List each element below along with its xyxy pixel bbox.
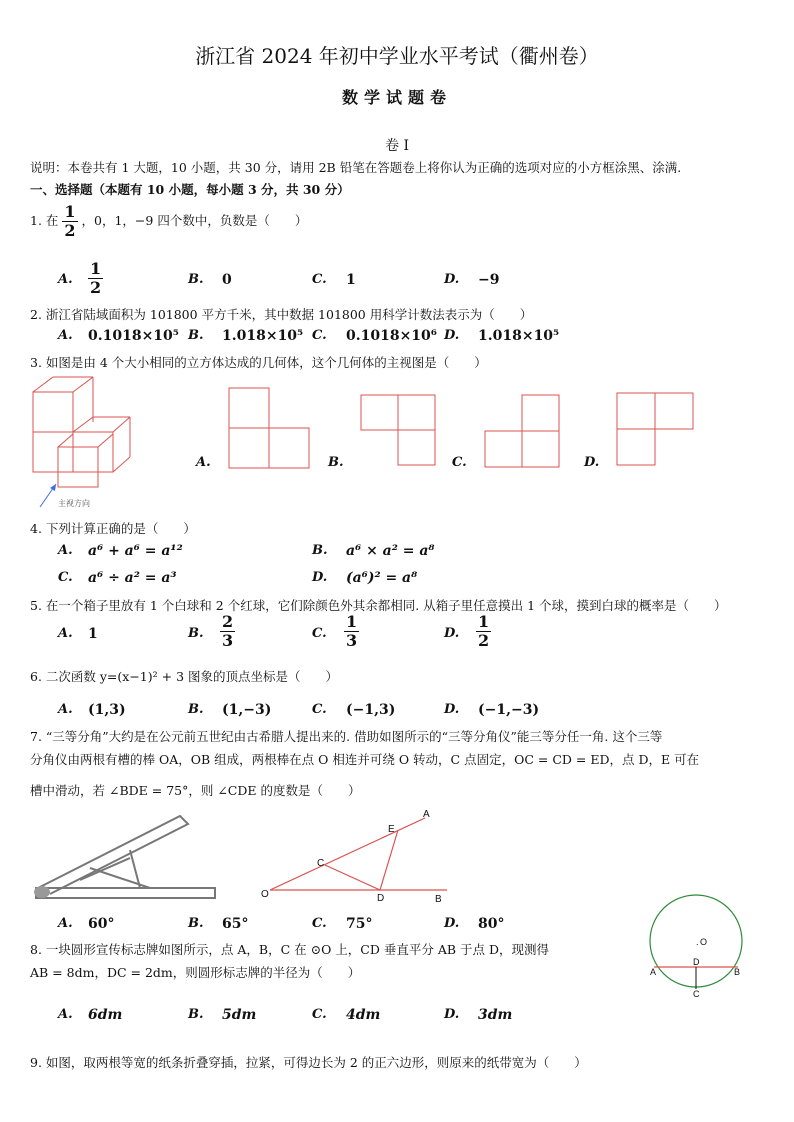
q1-a-num: 1 (90, 259, 102, 278)
segment-de (380, 830, 398, 890)
q8-option-b-value: 5dm (222, 1007, 257, 1023)
q5-c-den: 3 (346, 631, 358, 650)
point-d-label: D (693, 957, 700, 967)
q5-option-a-label[interactable]: A. (58, 626, 73, 641)
part-heading: 一、选择题（本题有 10 小题，每小题 3 分，共 30 分） (30, 182, 350, 197)
q2-option-c-label[interactable]: C. (312, 328, 327, 343)
point-c-label: C (317, 858, 325, 869)
q4-option-b-value: a⁶ × a² = a⁸ (346, 543, 435, 559)
q8-line-2: AB = 8dm，DC = 2dm，则圆形标志牌的半径为（ ） (30, 965, 361, 980)
q4-option-a-label[interactable]: A. (58, 543, 73, 558)
point-c-label: C (693, 989, 700, 999)
paper-subtitle: 数学试题卷 (341, 88, 452, 107)
q3-option-d-figure[interactable] (616, 392, 694, 466)
q8-line-1: 8. 一块圆形宣传标志牌如图所示，点 A，B，C 在 ⊙O 上，CD 垂直平分 AB 于点 D，现测得 (30, 942, 550, 957)
q7-option-c-label[interactable]: C. (312, 916, 327, 931)
q2-option-d-value: 1.018×10⁵ (478, 328, 560, 344)
point-e-label: E (388, 824, 395, 835)
q6-option-a-label[interactable]: A. (58, 702, 73, 717)
q8-option-c-value: 4dm (346, 1007, 381, 1023)
q1-option-c-value: 1 (346, 272, 356, 288)
segment-cd (325, 865, 380, 890)
q5-b-num: 2 (222, 612, 234, 631)
q7-line-1: 7. “三等分角”大约是在公元前五世纪由古希腊人提出来的. 借助如图所示的“三等分角仪”能三等分任一角. 这个三等 (30, 729, 663, 744)
q7-line-3: 槽中滑动，若 ∠BDE = 75°，则 ∠CDE 的度数是（ ） (30, 783, 361, 798)
q5-option-b-label[interactable]: B. (188, 626, 204, 641)
q6-option-c-value: (−1,3) (346, 702, 396, 718)
q4-option-c-value: a⁶ ÷ a² = a³ (88, 570, 177, 586)
q8-option-a-value: 6dm (88, 1007, 123, 1023)
q3-solid-figure (28, 372, 138, 512)
q4-option-d-value: (a⁶)² = a⁸ (346, 570, 418, 586)
q6-option-d-value: (−1,−3) (478, 702, 540, 718)
q5-option-c-label[interactable]: C. (312, 626, 327, 641)
q7-option-b-label[interactable]: B. (188, 916, 204, 931)
q3-option-c-figure[interactable] (484, 394, 560, 468)
q3-stem: 3. 如图是由 4 个大小相同的立方体达成的几何体，这个几何体的主视图是（ ） (30, 355, 487, 370)
q7-option-d-label[interactable]: D. (444, 916, 460, 931)
q1-option-a-value (88, 260, 103, 297)
q7-geometry-diagram (255, 808, 455, 904)
q7-option-d-value: 80° (478, 916, 505, 932)
q5-d-num: 1 (478, 612, 490, 631)
q1-option-a-fraction (88, 260, 103, 297)
q1-stem (30, 203, 307, 240)
q1-half-den: 2 (64, 221, 76, 240)
q5-option-d-label[interactable]: D. (444, 626, 460, 641)
q1-fraction-half (62, 203, 77, 240)
point-b-label: B (734, 967, 741, 977)
q7-option-a-label[interactable]: A. (58, 916, 73, 931)
q5-d-den: 2 (478, 631, 490, 650)
point-d-label: D (377, 893, 385, 904)
point-a-label: A (423, 809, 430, 820)
ray-oa (270, 818, 425, 890)
q8-option-d-value: 3dm (478, 1007, 513, 1023)
q8-option-a-label[interactable]: A. (58, 1007, 73, 1022)
q7-option-a-value: 60° (88, 916, 115, 932)
q1-option-c-label[interactable]: C. (312, 272, 327, 287)
q3-view-direction-label: 主视方向 (58, 499, 90, 508)
q3-option-c-label[interactable]: C. (452, 455, 467, 470)
q6-option-b-label[interactable]: B. (188, 702, 204, 717)
exam-title: 浙江省 2024 年初中学业水平考试（衢州卷） (195, 44, 599, 68)
q1-stem-start: 1. 在 (30, 213, 59, 228)
q1-option-b-value: 0 (222, 272, 232, 288)
q6-option-b-value: (1,−3) (222, 702, 272, 718)
center-o-label: . (696, 937, 699, 947)
section-label: 卷 I (385, 138, 409, 154)
q5-stem: 5. 在一个箱子里放有 1 个白球和 2 个红球，它们除颜色外其余都相同. 从箱子里任意摸出 1 个球，摸到白球的概率是（ ） (30, 598, 727, 613)
q6-option-a-value: (1,3) (88, 702, 126, 718)
q1-stem-end: ，0，1，−9 四个数中，负数是（ ） (81, 213, 308, 228)
q4-stem: 4. 下列计算正确的是（ ） (30, 521, 196, 536)
instructions: 说明：本卷共有 1 大题，10 小题，共 30 分，请用 2B 铅笔在答题卷上将你认为正确的选项对应的小方框涂黑、涂满. (30, 160, 682, 175)
q6-option-d-label[interactable]: D. (444, 702, 460, 717)
q9-stem: 9. 如图，取两根等宽的纸条折叠穿插，拉紧，可得边长为 2 的正六边形，则原来的纸带宽为（ ） (30, 1055, 587, 1070)
q4-option-c-label[interactable]: C. (58, 570, 73, 585)
point-b-label: B (435, 894, 442, 904)
q1-option-d-label[interactable]: D. (444, 272, 460, 287)
q2-option-a-label[interactable]: A. (58, 328, 73, 343)
q6-stem: 6. 二次函数 y=(x−1)² + 3 图象的顶点坐标是（ ） (30, 669, 338, 684)
q5-option-d-value (476, 613, 491, 650)
q3-option-a-label[interactable]: A. (196, 455, 211, 470)
q5-option-a-value: 1 (88, 626, 98, 642)
q1-a-den: 2 (90, 278, 102, 297)
q5-c-num: 1 (346, 612, 358, 631)
q5-option-b-fraction (220, 613, 235, 650)
q8-option-c-label[interactable]: C. (312, 1007, 327, 1022)
q1-half-num: 1 (64, 202, 76, 221)
q1-option-a-label[interactable]: A. (58, 272, 73, 287)
q8-option-d-label[interactable]: D. (444, 1007, 460, 1022)
q4-option-b-label[interactable]: B. (312, 543, 328, 558)
q3-option-d-label[interactable]: D. (584, 455, 600, 470)
point-o-label: O (700, 937, 708, 947)
q7-option-c-value: 75° (346, 916, 373, 932)
q7-line-2: 分角仪由两根有槽的棒 OA，OB 组成，两根棒在点 O 相连并可绕 O 转动，C 点固定，OC = CD = ED，点 D，E 可在 (30, 752, 700, 767)
q2-option-a-value: 0.1018×10⁵ (88, 328, 179, 344)
q5-option-b-value (220, 613, 235, 650)
q7-option-b-value: 65° (222, 916, 249, 932)
q5-option-d-fraction (476, 613, 491, 650)
point-a-label: A (650, 967, 657, 977)
q5-option-c-fraction (344, 613, 359, 650)
q5-b-den: 3 (222, 631, 234, 650)
q2-option-b-label[interactable]: B. (188, 328, 204, 343)
q2-stem: 2. 浙江省陆域面积为 101800 平方千米，其中数据 101800 用科学计数法表示为（ ） (30, 307, 533, 322)
q1-option-d-value: −9 (478, 272, 500, 288)
q5-option-c-value (344, 613, 359, 650)
q2-option-b-value: 1.018×10⁵ (222, 328, 304, 344)
q4-option-a-value: a⁶ + a⁶ = a¹² (88, 543, 183, 559)
q8-circle-diagram (646, 893, 746, 999)
q2-option-d-label[interactable]: D. (444, 328, 460, 343)
q6-option-c-label[interactable]: C. (312, 702, 327, 717)
q3-option-a-figure[interactable] (228, 386, 310, 470)
point-o-label: O (261, 889, 269, 900)
q7-trisector-photo (30, 808, 220, 906)
q4-option-d-label[interactable]: D. (312, 570, 328, 585)
q8-option-b-label[interactable]: B. (188, 1007, 204, 1022)
q1-option-b-label[interactable]: B. (188, 272, 204, 287)
q3-option-b-figure[interactable] (360, 394, 436, 466)
q3-option-b-label[interactable]: B. (328, 455, 344, 470)
q2-option-c-value: 0.1018×10⁶ (346, 328, 437, 344)
